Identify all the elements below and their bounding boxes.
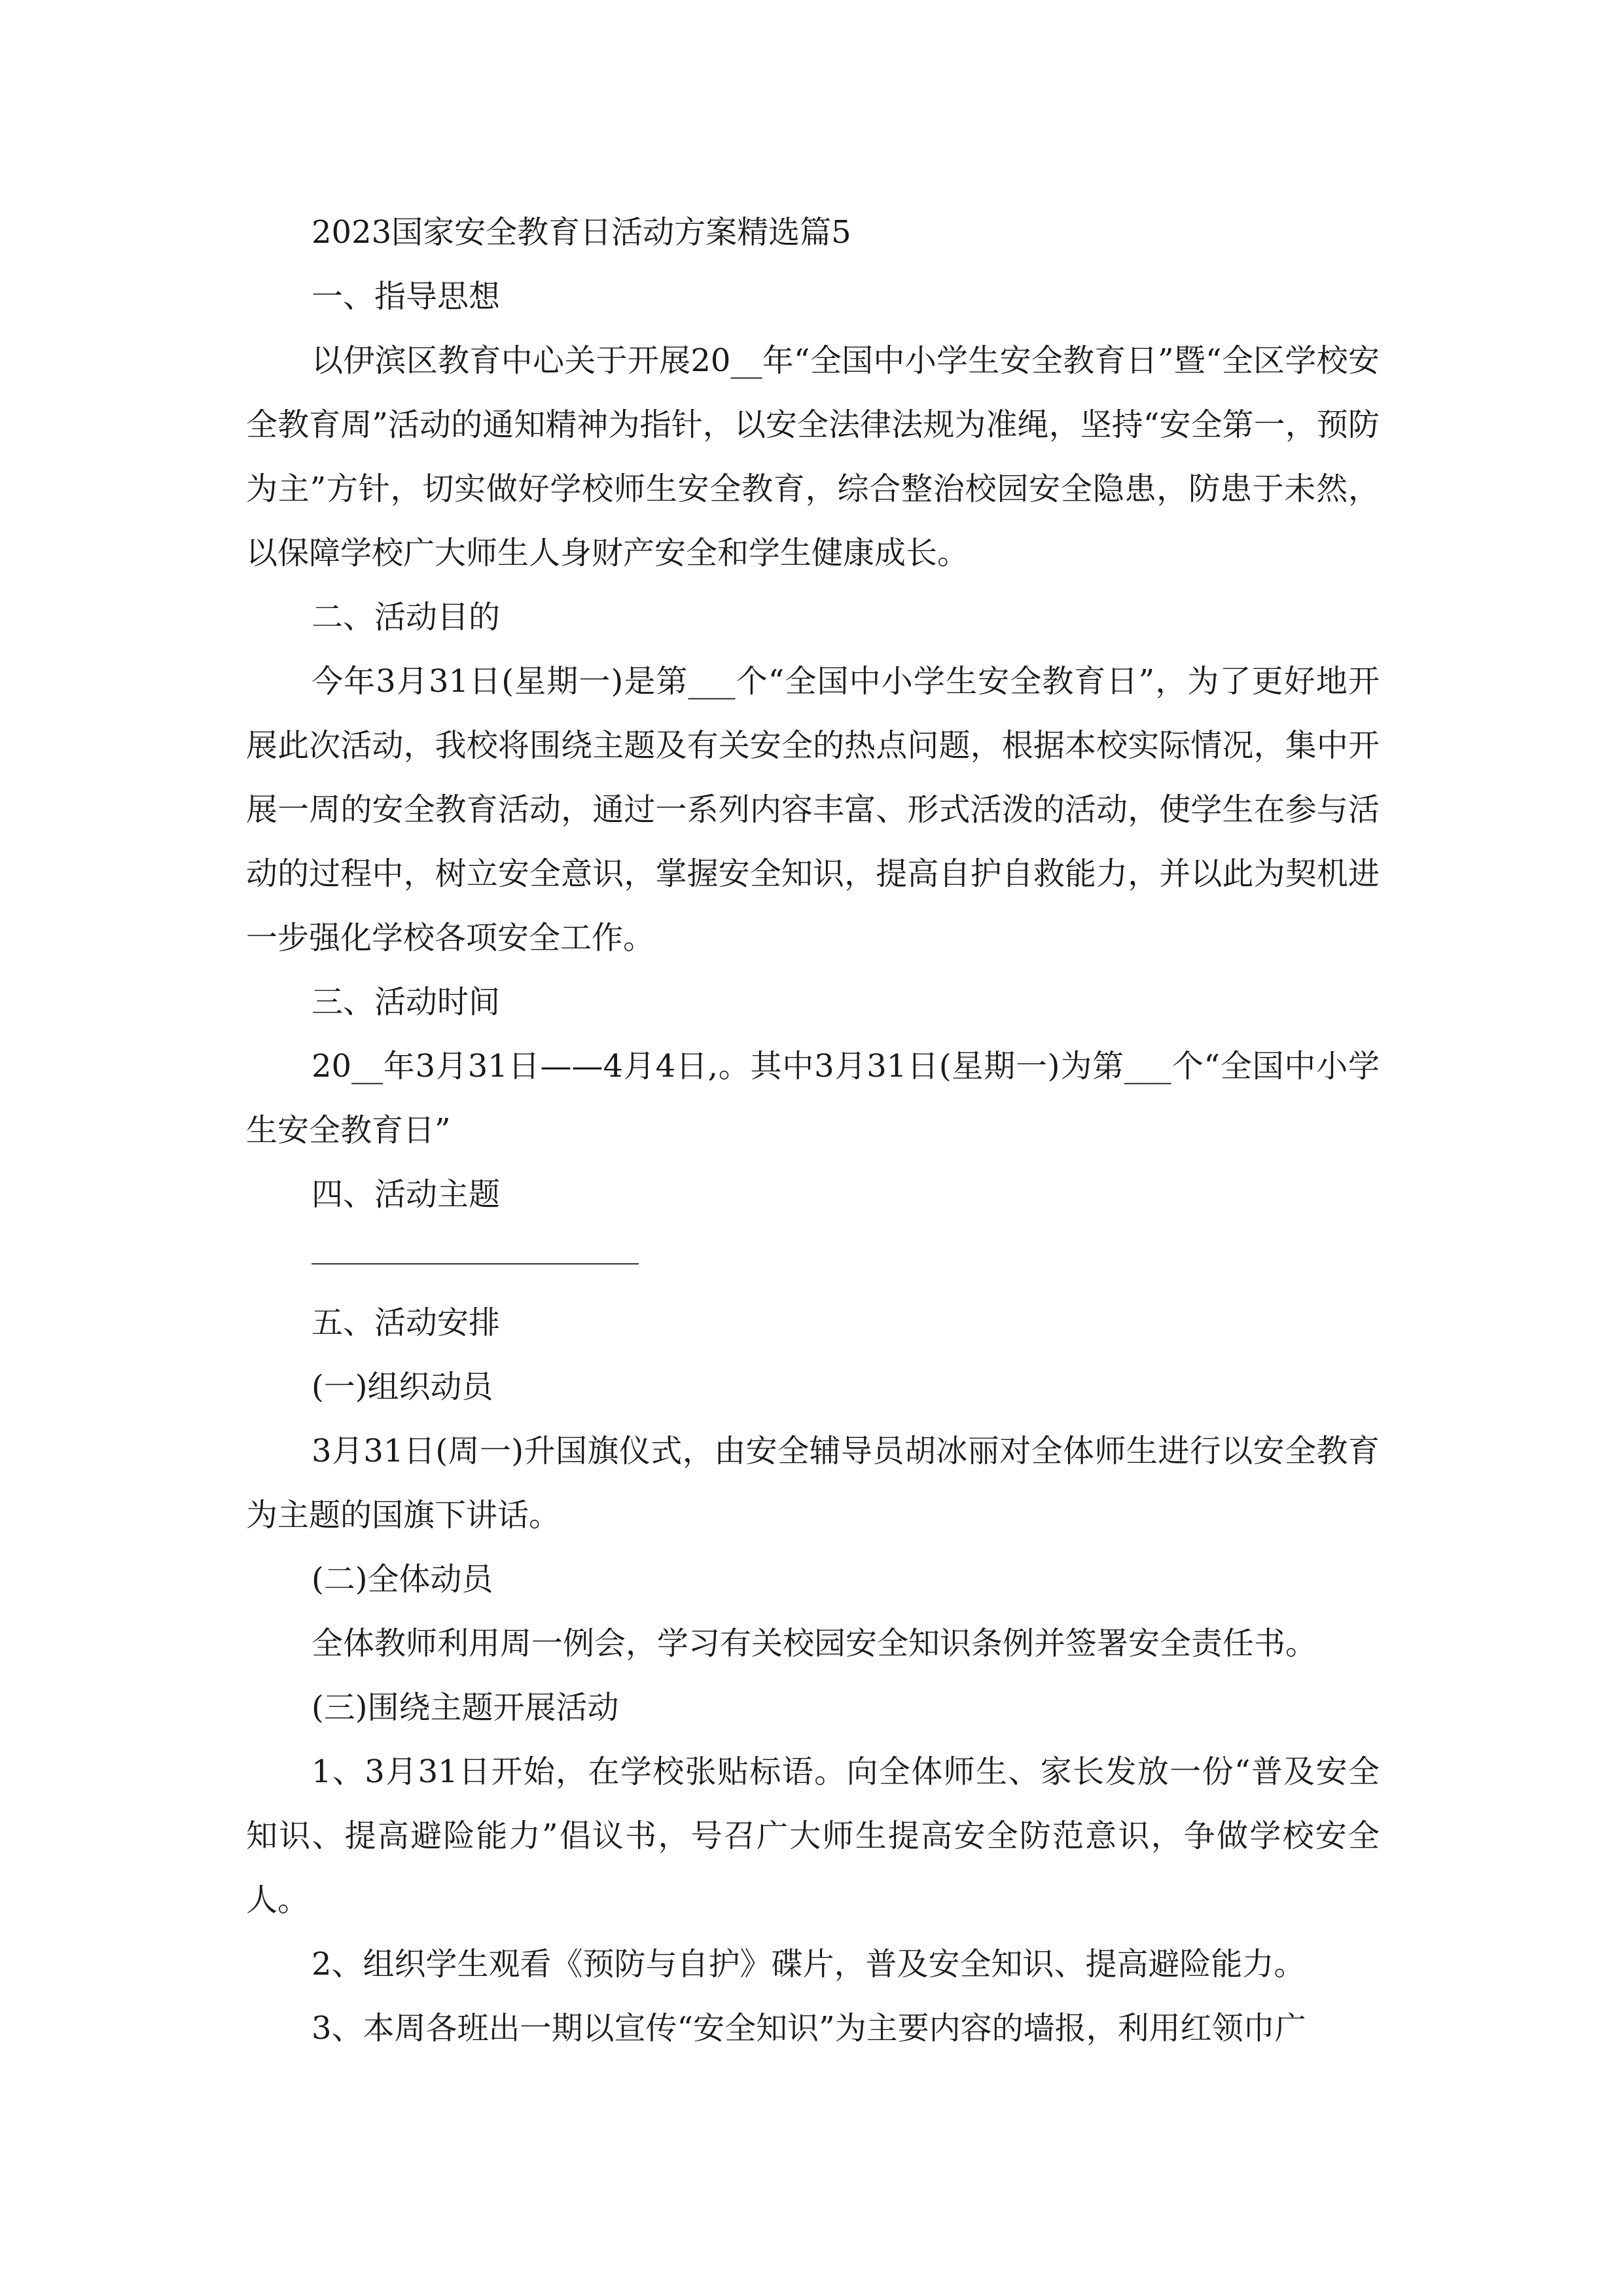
section-heading-activity-theme: 四、活动主题 xyxy=(312,1176,501,1213)
list-item: 2、组织学生观看《预防与自护》碟片，普及安全知识、提高避险能力。 xyxy=(312,1946,1306,1982)
section-heading-guiding-ideology: 一、指导思想 xyxy=(312,278,501,315)
section-heading-activity-purpose: 二、活动目的 xyxy=(312,599,501,636)
section-text-guiding-ideology: 以伊滨区教育中心关于开展20__年“全国中小学生安全教育日”暨“全区学校安全教育周”活动的通知精神为指针，以安全法律法规为准绳，坚持“安全第一，预防为主”方针，切实做好学校师生安全教育，综合整治校园安全隐患，防患于未然，以保障学校广大师生人身财产安全和学生健康成长。 xyxy=(246,342,1380,571)
theme-blank-line xyxy=(312,1227,639,1291)
section-text-activity-purpose: 今年3月31日(星期一)是第___个“全国中小学生安全教育日”，为了更好地开展此次活动，我校将围绕主题及有关安全的热点问题，根据本校实际情况，集中开展一周的安全教育活动，通过一系列内容丰富、形式活泼的活动，使学生在参与活动的过程中，树立安全意识，掌握安全知识，提高自护自救能力，并以此为契机进一步强化学校各项安全工作。 xyxy=(246,663,1380,956)
section-heading-activity-arrangement: 五、活动安排 xyxy=(312,1304,501,1341)
subsection-heading-all-mobilization: (二)全体动员 xyxy=(312,1561,493,1598)
subsection-heading-organize-mobilization: (一)组织动员 xyxy=(312,1369,493,1405)
document-body xyxy=(246,200,1380,2060)
section-heading-activity-time: 三、活动时间 xyxy=(312,984,501,1020)
section-text-activity-time: 20__年3月31日——4月4日,。其中3月31日(星期一)为第___个“全国中小学生安全教育日” xyxy=(246,1048,1380,1149)
document-title: 2023国家安全教育日活动方案精选篇5 xyxy=(312,214,851,251)
list-item: 1、3月31日开始，在学校张贴标语。向全体师生、家长发放一份“普及安全知识、提高避险能力”倡议书，号召广大师生提高安全防范意识，争做学校安全人。 xyxy=(246,1753,1380,1918)
subsection-text-all-mobilization: 全体教师利用周一例会，学习有关校园安全知识条例并签署安全责任书。 xyxy=(312,1625,1317,1662)
subsection-text-organize-mobilization: 3月31日(周一)升国旗仪式，由安全辅导员胡冰丽对全体师生进行以安全教育为主题的国旗下讲话。 xyxy=(246,1433,1380,1534)
subsection-heading-theme-activities: (三)围绕主题开展活动 xyxy=(312,1689,619,1726)
list-item: 3、本周各班出一期以宣传“安全知识”为主要内容的墙报，利用红领巾广 xyxy=(312,2010,1306,2047)
